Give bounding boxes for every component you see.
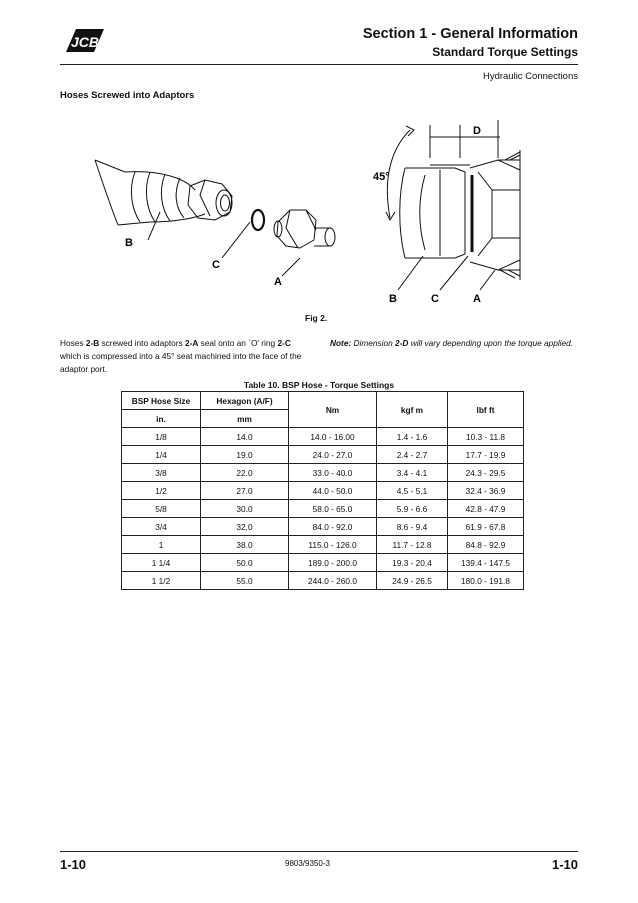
- table-cell: 1/2: [122, 482, 201, 500]
- label-45-degrees: 45°: [373, 171, 390, 183]
- table-cell: 30.0: [201, 500, 289, 518]
- label-c-right: C: [431, 293, 439, 305]
- table-cell: 1: [122, 536, 201, 554]
- col-header-kgf-m: kgf m: [377, 392, 448, 428]
- label-b-left: B: [125, 237, 133, 249]
- col-header-bsp-size: BSP Hose Size: [122, 392, 201, 410]
- section-heading: Hoses Screwed into Adaptors: [60, 90, 195, 101]
- table-cell: 1 1/4: [122, 554, 201, 572]
- table-cell: 24.0 - 27.0: [289, 446, 377, 464]
- table-cell: 22.0: [201, 464, 289, 482]
- table-cell: 38.0: [201, 536, 289, 554]
- text-run: screwed into adaptors: [99, 338, 185, 348]
- table-row: [122, 428, 524, 446]
- table-cell: 50.0: [201, 554, 289, 572]
- table-cell: 10.3 - 11.8: [448, 428, 524, 446]
- table-cell: 1/4: [122, 446, 201, 464]
- text-run: seal onto an `O' ring: [198, 338, 278, 348]
- col-header-nm: Nm: [289, 392, 377, 428]
- table-cell: 11.7 - 12.8: [377, 536, 448, 554]
- subsection-label: Hydraulic Connections: [482, 71, 578, 82]
- section-title: Section 1 - General Information: [362, 26, 578, 42]
- label-a-right: A: [473, 293, 481, 305]
- table-cell: 84.0 - 92.0: [289, 518, 377, 536]
- body-text-left: [60, 337, 310, 376]
- table-cell: 61.9 - 67.8: [448, 518, 524, 536]
- table-row: [122, 464, 524, 482]
- table-cell: 4.5 - 5.1: [377, 482, 448, 500]
- hose-adaptor-diagram: [0, 0, 638, 320]
- label-c-left: C: [212, 259, 220, 271]
- table-cell: 244.0 - 260.0: [289, 572, 377, 590]
- table-cell: 1.4 - 1.6: [377, 428, 448, 446]
- col-header-mm: mm: [201, 410, 289, 428]
- table-cell: 55.0: [201, 572, 289, 590]
- body-text-right: [330, 337, 580, 350]
- torque-table-body: [122, 428, 524, 590]
- text-run: Note:: [330, 338, 352, 348]
- table-row: [122, 518, 524, 536]
- page-subtitle: Standard Torque Settings: [432, 45, 578, 59]
- table-cell: 84.8 - 92.9: [448, 536, 524, 554]
- table-cell: 27.0: [201, 482, 289, 500]
- table-cell: 3/4: [122, 518, 201, 536]
- table-cell: 5/8: [122, 500, 201, 518]
- table-cell: 42.8 - 47.9: [448, 500, 524, 518]
- table-cell: 44.0 - 50.0: [289, 482, 377, 500]
- label-d: D: [473, 125, 481, 137]
- table-row: [122, 536, 524, 554]
- table-cell: 1/8: [122, 428, 201, 446]
- text-run: 2-C: [277, 338, 291, 348]
- table-cell: 115.0 - 126.0: [289, 536, 377, 554]
- logo-text: JCB: [71, 34, 100, 50]
- text-run: will vary depending upon the torque applied.: [408, 338, 574, 348]
- col-header-hexagon: Hexagon (A/F): [201, 392, 289, 410]
- table-cell: 14.0: [201, 428, 289, 446]
- table-row: [122, 500, 524, 518]
- text-run: which is compressed into a 45° seat machined into the face of the adaptor port.: [60, 351, 302, 374]
- table-row: [122, 572, 524, 590]
- table-row: [122, 482, 524, 500]
- table-row: [122, 554, 524, 572]
- table-cell: 33.0 - 40.0: [289, 464, 377, 482]
- text-run: Dimension: [351, 338, 396, 348]
- col-header-in: in.: [122, 410, 201, 428]
- document-number: 9803/9350-3: [285, 859, 330, 868]
- table-cell: 2.4 - 2.7: [377, 446, 448, 464]
- table-cell: 5.9 - 6.6: [377, 500, 448, 518]
- table-cell: 24.3 - 29.5: [448, 464, 524, 482]
- table-cell: 32.0: [201, 518, 289, 536]
- torque-table: [121, 391, 524, 590]
- text-run: 2-D: [395, 338, 409, 348]
- figure-caption: Fig 2.: [305, 313, 328, 323]
- table-cell: 24.9 - 26.5: [377, 572, 448, 590]
- table-cell: 19.3 - 20.4: [377, 554, 448, 572]
- text-run: 2-B: [85, 338, 100, 348]
- table-row: [122, 446, 524, 464]
- table-cell: 58.0 - 65.0: [289, 500, 377, 518]
- table-cell: 189.0 - 200.0: [289, 554, 377, 572]
- page-number-right: 1-10: [551, 857, 578, 872]
- text-run: Hoses: [60, 338, 86, 348]
- label-a-left: A: [274, 276, 282, 288]
- table-cell: 14.0 - 16.00: [289, 428, 377, 446]
- table-cell: 1 1/2: [122, 572, 201, 590]
- table-cell: 139.4 - 147.5: [448, 554, 524, 572]
- table-cell: 3/8: [122, 464, 201, 482]
- table-cell: 32.4 - 36.9: [448, 482, 524, 500]
- col-header-lbf-ft: lbf ft: [448, 392, 524, 428]
- table-cell: 19.0: [201, 446, 289, 464]
- label-b-right: B: [389, 293, 397, 305]
- table-cell: 180.0 - 191.8: [448, 572, 524, 590]
- table-cell: 3.4 - 4.1: [377, 464, 448, 482]
- table-cell: 17.7 - 19.9: [448, 446, 524, 464]
- page-number-left: 1-10: [60, 857, 87, 872]
- text-run: 2-A: [184, 338, 199, 348]
- footer-divider: [60, 851, 578, 852]
- table-title: Table 10. BSP Hose - Torque Settings: [243, 380, 395, 390]
- table-cell: 8.6 - 9.4: [377, 518, 448, 536]
